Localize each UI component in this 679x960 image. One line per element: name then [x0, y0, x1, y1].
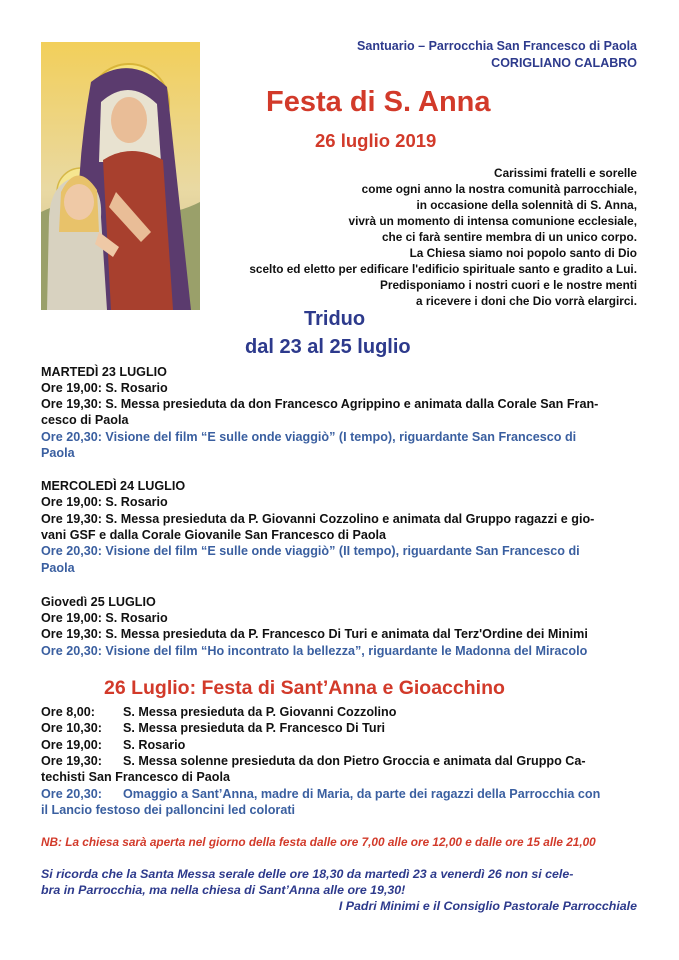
- intro-line: Predisponiamo i nostri cuori e le nostre menti: [380, 278, 637, 292]
- intro-line: in occasione della solennità di S. Anna,: [416, 198, 637, 212]
- triduo-subtitle: dal 23 al 25 luglio: [245, 336, 411, 358]
- org-city: CORIGLIANO CALABRO: [491, 56, 637, 70]
- day1-heading: MARTEDÌ 23 LUGLIO: [41, 365, 167, 379]
- festa-text: S. Messa solenne presieduta da don Pietro Groccia e animata dal Gruppo Ca-: [123, 754, 586, 768]
- org-name: Santuario – Parrocchia San Francesco di Paola: [357, 39, 637, 53]
- festa-time: Ore 19,00:: [41, 738, 102, 752]
- intro-line: scelto ed eletto per edificare l'edificio spirituale santo e gradito a Lui.: [249, 262, 637, 276]
- intro-line: Carissimi fratelli e sorelle: [494, 166, 637, 180]
- day2-film-cont: Paola: [41, 561, 75, 575]
- festa-time: Ore 19,30:: [41, 754, 102, 768]
- day1-mass-cont: cesco di Paola: [41, 413, 129, 427]
- day2-mass: Ore 19,30: S. Messa presieduta da P. Giovanni Cozzolino e animata dal Gruppo ragazzi e gio-: [41, 512, 595, 526]
- intro-line: che ci farà sentire membra di un unico corpo.: [381, 230, 637, 244]
- event-date: 26 luglio 2019: [315, 130, 437, 151]
- festa-time: Ore 20,30:: [41, 787, 102, 801]
- page-title: Festa di S. Anna: [266, 86, 491, 118]
- signature: I Padri Minimi e il Consiglio Pastorale Parrocchiale: [338, 899, 637, 913]
- festa-time: Ore 10,30:: [41, 721, 102, 735]
- day2-film: Ore 20,30: Visione del film “E sulle onde viaggiò” (II tempo), riguardante San Francesco di: [41, 544, 580, 558]
- intro-line: La Chiesa siamo noi popolo santo di Dio: [409, 246, 637, 260]
- festa-text: Omaggio a Sant’Anna, madre di Maria, da parte dei ragazzi della Parrocchia con: [123, 787, 601, 801]
- day2-mass-cont: vani GSF e dalla Corale Giovanile San Francesco di Paola: [41, 528, 387, 542]
- day2-heading: MERCOLEDÌ 24 LUGLIO: [41, 479, 186, 493]
- triduo-title: Triduo: [304, 308, 366, 330]
- festa-text: S. Messa presieduta da P. Francesco Di Turi: [123, 721, 386, 735]
- day3-heading: Giovedì 25 LUGLIO: [41, 595, 156, 609]
- festa-text: S. Messa presieduta da P. Giovanni Cozzolino: [123, 705, 397, 719]
- day1-rosary: Ore 19,00: S. Rosario: [41, 381, 168, 395]
- day3-rosary: Ore 19,00: S. Rosario: [41, 611, 168, 625]
- festa-heading: 26 Luglio: Festa di Sant’Anna e Gioacchino: [104, 677, 505, 699]
- intro-text: [249, 165, 637, 309]
- day3-mass: Ore 19,30: S. Messa presieduta da P. Francesco Di Turi e animata dal Terz'Ordine dei Minimi: [41, 627, 588, 641]
- day2-rosary: Ore 19,00: S. Rosario: [41, 495, 168, 509]
- intro-line: a ricevere i doni che Dio vorrà elargirci.: [416, 294, 637, 308]
- mass-notice-cont: bra in Parrocchia, ma nella chiesa di Sant’Anna alle ore 19,30!: [41, 883, 406, 897]
- festa-text-cont: techisti San Francesco di Paola: [41, 770, 230, 784]
- intro-line: come ogni anno la nostra comunità parrocchiale,: [361, 182, 637, 196]
- opening-hours-note: NB: La chiesa sarà aperta nel giorno della festa dalle ore 7,00 alle ore 12,00 e dalle ore 15 alle 21,00: [41, 835, 596, 849]
- saint-anne-image: [41, 42, 200, 310]
- mass-notice: Si ricorda che la Santa Messa serale delle ore 18,30 da martedì 23 a venerdì 26 non si cele-: [41, 867, 574, 881]
- festa-text-cont: il Lancio festoso dei palloncini led colorati: [41, 803, 296, 817]
- festa-time: Ore 8,00:: [41, 705, 95, 719]
- day1-film-cont: Paola: [41, 446, 75, 460]
- festa-text: S. Rosario: [123, 738, 186, 752]
- intro-line: vivrà un momento di intensa comunione ecclesiale,: [348, 214, 637, 228]
- day3-film: Ore 20,30: Visione del film “Ho incontrato la bellezza”, riguardante le Madonna del Miracolo: [41, 644, 588, 658]
- day1-film: Ore 20,30: Visione del film “E sulle onde viaggiò” (I tempo), riguardante San Francesco di: [41, 430, 577, 444]
- day1-mass: Ore 19,30: S. Messa presieduta da don Francesco Agrippino e animata dalla Corale San Fran-: [41, 397, 599, 411]
